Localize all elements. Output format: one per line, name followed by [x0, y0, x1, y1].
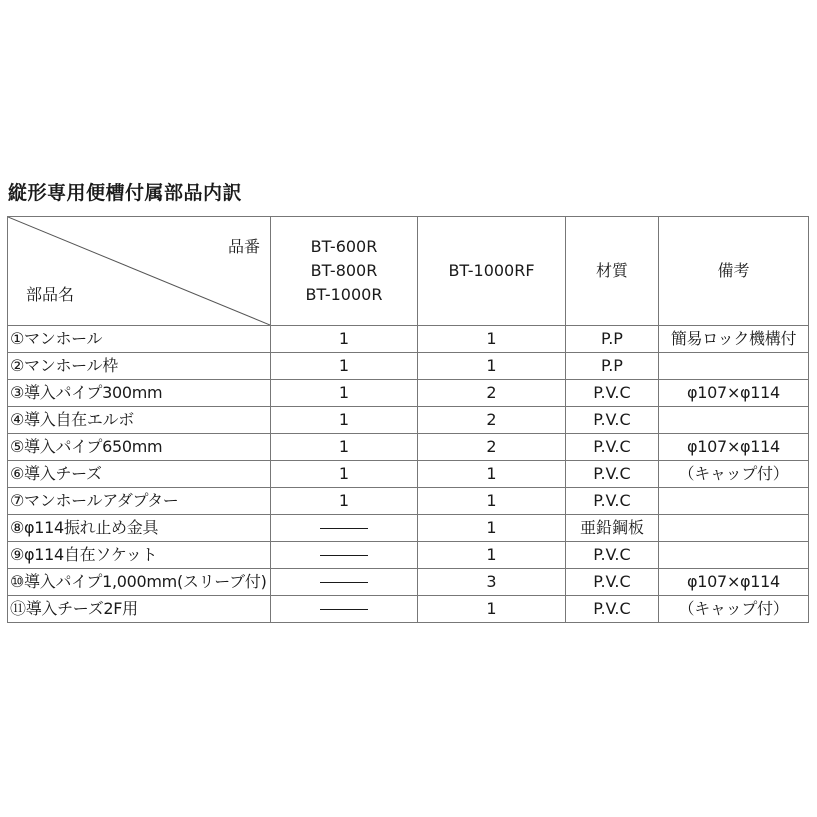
part-name-cell: ⑪導入チーズ2F用 — [8, 596, 271, 623]
qty-b-cell: 1 — [418, 596, 566, 623]
note-cell — [659, 488, 809, 515]
table-row — [8, 515, 809, 542]
parts-table — [7, 216, 809, 623]
note-cell: φ107×φ114 — [659, 569, 809, 596]
material-cell: P.V.C — [566, 542, 659, 569]
qty-a-cell: 1 — [271, 488, 418, 515]
table-row — [8, 488, 809, 515]
qty-b-cell: 1 — [418, 353, 566, 380]
qty-a-cell: 1 — [271, 461, 418, 488]
qty-a-cell: 1 — [271, 434, 418, 461]
part-name-cell: ④導入自在エルボ — [8, 407, 271, 434]
material-cell: P.V.C — [566, 488, 659, 515]
model-b-header: BT-1000RF — [418, 217, 566, 326]
not-applicable-dash — [320, 609, 368, 610]
qty-b-cell: 1 — [418, 461, 566, 488]
part-number-label: 品番 — [227, 237, 260, 256]
material-cell: 亜鉛鋼板 — [566, 515, 659, 542]
model-bt800r: BT-800R — [310, 261, 378, 280]
qty-a-cell: 1 — [271, 407, 418, 434]
part-name-cell: ⑦マンホールアダプター — [8, 488, 271, 515]
material-header: 材質 — [566, 217, 659, 326]
header-row — [8, 217, 809, 326]
part-name-cell: ②マンホール枠 — [8, 353, 271, 380]
part-name-cell: ①マンホール — [8, 326, 271, 353]
table-row — [8, 380, 809, 407]
qty-b-cell: 1 — [418, 542, 566, 569]
part-name-cell: ⑨φ114自在ソケット — [8, 542, 271, 569]
note-cell: （キャップ付） — [659, 461, 809, 488]
table-title: 縦形専用便槽付属部品内訳 — [8, 182, 243, 204]
part-name-cell: ③導入パイプ300mm — [8, 380, 271, 407]
qty-b-cell: 1 — [418, 515, 566, 542]
material-cell: P.V.C — [566, 380, 659, 407]
note-cell — [659, 515, 809, 542]
qty-a-cell — [271, 542, 418, 569]
material-cell: P.V.C — [566, 434, 659, 461]
model-bt1000r: BT-1000R — [305, 285, 383, 304]
material-cell: P.V.C — [566, 596, 659, 623]
qty-a-cell: 1 — [271, 353, 418, 380]
note-cell — [659, 542, 809, 569]
part-name-cell: ⑤導入パイプ650mm — [8, 434, 271, 461]
table-row — [8, 434, 809, 461]
qty-a-cell — [271, 596, 418, 623]
material-cell: P.V.C — [566, 461, 659, 488]
material-cell: P.V.C — [566, 407, 659, 434]
table-row — [8, 407, 809, 434]
note-cell: φ107×φ114 — [659, 434, 809, 461]
qty-a-cell — [271, 515, 418, 542]
table-row — [8, 326, 809, 353]
table-row — [8, 353, 809, 380]
material-cell: P.P — [566, 326, 659, 353]
part-name-cell: ⑩導入パイプ1,000mm(スリーブ付) — [8, 569, 271, 596]
qty-b-cell: 1 — [418, 326, 566, 353]
part-name-label: 部品名 — [26, 285, 75, 304]
model-bt600r: BT-600R — [310, 237, 378, 256]
qty-a-cell: 1 — [271, 326, 418, 353]
note-cell — [659, 353, 809, 380]
diagonal-divider — [8, 217, 270, 325]
material-cell: P.P — [566, 353, 659, 380]
models-a-header — [271, 217, 418, 326]
qty-a-cell: 1 — [271, 380, 418, 407]
note-cell: 簡易ロック機構付 — [659, 326, 809, 353]
table-row — [8, 542, 809, 569]
qty-b-cell: 1 — [418, 488, 566, 515]
table-row — [8, 596, 809, 623]
corner-header-cell — [8, 217, 271, 326]
note-cell: φ107×φ114 — [659, 380, 809, 407]
not-applicable-dash — [320, 582, 368, 583]
qty-b-cell: 2 — [418, 380, 566, 407]
table-row — [8, 569, 809, 596]
qty-b-cell: 3 — [418, 569, 566, 596]
part-name-cell: ⑧φ114振れ止め金具 — [8, 515, 271, 542]
qty-b-cell: 2 — [418, 434, 566, 461]
part-name-cell: ⑥導入チーズ — [8, 461, 271, 488]
not-applicable-dash — [320, 528, 368, 529]
qty-b-cell: 2 — [418, 407, 566, 434]
qty-a-cell — [271, 569, 418, 596]
table-row — [8, 461, 809, 488]
note-cell — [659, 407, 809, 434]
material-cell: P.V.C — [566, 569, 659, 596]
notes-header: 備考 — [659, 217, 809, 326]
note-cell: （キャップ付） — [659, 596, 809, 623]
not-applicable-dash — [320, 555, 368, 556]
